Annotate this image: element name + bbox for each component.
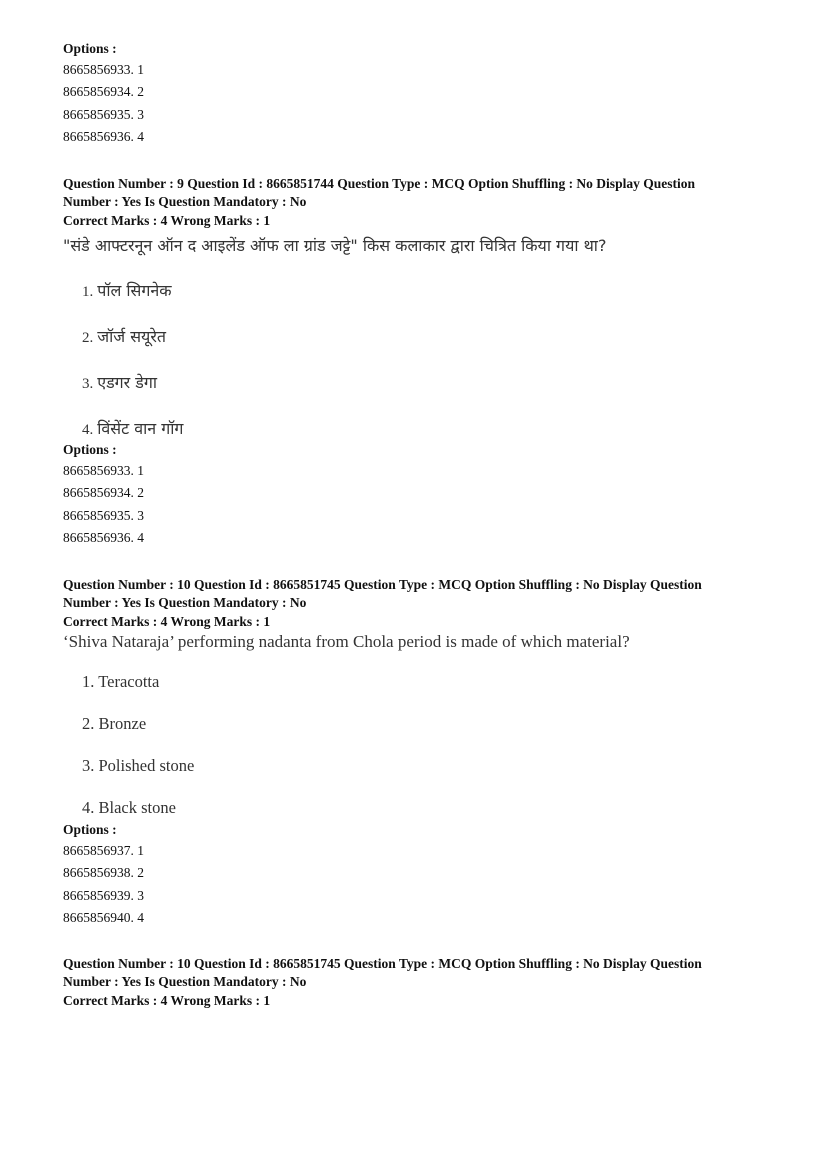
question-header-line: Number : Yes Is Question Mandatory : No (63, 594, 307, 610)
question-10-choice: 1. Teracotta (82, 672, 160, 691)
question-10-choice: 2. Bronze (82, 714, 147, 733)
option-item: 8665856933. 1 (63, 463, 144, 478)
question-header-line: Question Number : 9 Question Id : 8665851744 Question Type : MCQ Option Shuffling : No Display Question (63, 176, 695, 191)
option-item: 8665856934. 2 (63, 84, 144, 100)
question-header-line: Number : Yes Is Question Mandatory : No (63, 193, 307, 209)
choice-number: 1. (82, 284, 94, 300)
question-10-text: ‘Shiva Nataraja’ performing nadanta from Chola period is made of which material? (63, 632, 630, 651)
choice-label: एडगर डेगा (97, 373, 158, 392)
choice-label: विंसेंट वान गॉग (97, 419, 184, 438)
question-10-choice: 3. Polished stone (82, 756, 195, 775)
question-9-choice (82, 417, 183, 439)
options-list (63, 840, 773, 929)
options-label: Options : (63, 822, 117, 837)
choice-number: 3. (82, 376, 94, 392)
options-label: Options : (63, 442, 117, 457)
option-item: 8665856936. 4 (63, 529, 144, 545)
choice-label: पॉल सिगनेक (97, 281, 172, 300)
question-header-line: Question Number : 10 Question Id : 8665851745 Question Type : MCQ Option Shuffling : No Display Question (63, 956, 702, 971)
question-9-header (63, 175, 773, 230)
options-list (63, 59, 773, 148)
option-item: 8665856935. 3 (63, 507, 144, 523)
question-marks: Correct Marks : 4 Wrong Marks : 1 (63, 614, 271, 629)
question-9-text: "संडे आफ्टरनून ऑन द आइलेंड ऑफ ला ग्रांड जट्टे" किस कलाकार द्वारा चित्रित किया गया था? (63, 236, 607, 255)
question-10-header (63, 576, 773, 631)
option-item: 8665856936. 4 (63, 128, 144, 144)
choice-number: 2. (82, 330, 94, 346)
question-9-choice (82, 371, 157, 393)
option-item: 8665856938. 2 (63, 865, 144, 881)
question-marks: Correct Marks : 4 Wrong Marks : 1 (63, 993, 271, 1008)
choice-number: 4. (82, 422, 94, 438)
question-9-choice (82, 279, 172, 301)
choice-label: जॉर्ज सयूरेत (97, 327, 166, 346)
option-item: 8665856933. 1 (63, 62, 144, 77)
option-item: 8665856934. 2 (63, 485, 144, 501)
options-label: Options : (63, 41, 117, 56)
question-header-line: Number : Yes Is Question Mandatory : No (63, 973, 307, 989)
option-item: 8665856935. 3 (63, 106, 144, 122)
question-10-choice: 4. Black stone (82, 798, 176, 817)
options-list (63, 460, 773, 549)
question-9-choice (82, 325, 166, 347)
option-item: 8665856937. 1 (63, 843, 144, 858)
question-marks: Correct Marks : 4 Wrong Marks : 1 (63, 213, 271, 228)
option-item: 8665856940. 4 (63, 909, 144, 925)
question-10-repeat-header (63, 955, 773, 1010)
question-header-line: Question Number : 10 Question Id : 8665851745 Question Type : MCQ Option Shuffling : No Display Question (63, 577, 702, 592)
option-item: 8665856939. 3 (63, 887, 144, 903)
